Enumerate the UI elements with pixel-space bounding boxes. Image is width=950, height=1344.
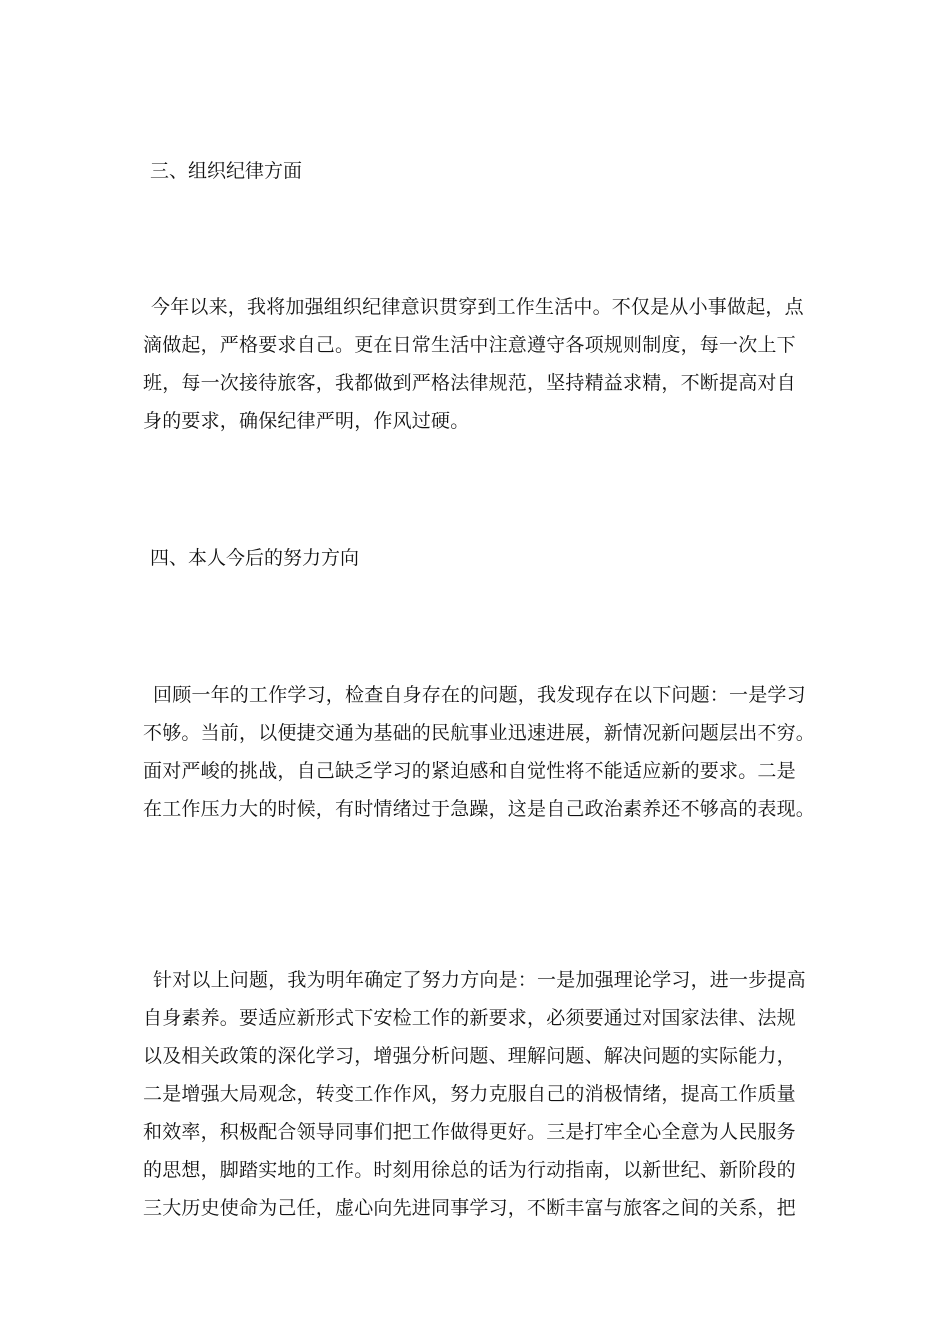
paragraph-line: 不够。当前，以便捷交通为基础的民航事业迅速进展，新情况新问题层出不穷。 <box>143 722 816 744</box>
paragraph-line: 三大历史使命为己任，虚心向先进同事学习，不断丰富与旅客之间的关系，把 <box>143 1197 796 1219</box>
section-heading-future-direction: 四、本人今后的努力方向 <box>150 547 360 569</box>
paragraph-line: 和效率，积极配合领导同事们把工作做得更好。三是打牢全心全意为人民服务 <box>143 1121 796 1143</box>
paragraph-line: 面对严峻的挑战，自己缺乏学习的紧迫感和自觉性将不能适应新的要求。二是 <box>143 760 796 782</box>
paragraph-line: 的思想，脚踏实地的工作。时刻用徐总的话为行动指南，以新世纪、新阶段的 <box>143 1159 796 1181</box>
paragraph-line: 班，每一次接待旅客，我都做到严格法律规范，坚持精益求精，不断提高对自 <box>143 372 796 394</box>
paragraph-line: 针对以上问题，我为明年确定了努力方向是：一是加强理论学习，进一步提高 <box>153 969 806 991</box>
paragraph-self-review <box>143 676 816 828</box>
paragraph-line: 今年以来，我将加强组织纪律意识贯穿到工作生活中。不仅是从小事做起，点 <box>151 296 804 318</box>
paragraph-line: 以及相关政策的深化学习，增强分析问题、理解问题、解决问题的实际能力， <box>143 1045 796 1067</box>
section-heading-organizational-discipline: 三、组织纪律方面 <box>150 160 303 182</box>
paragraph-line: 滴做起，严格要求自己。更在日常生活中注意遵守各项规则制度，每一次上下 <box>143 334 796 356</box>
paragraph-line: 回顾一年的工作学习，检查自身存在的问题，我发现存在以下问题：一是学习 <box>153 684 806 706</box>
paragraph-line: 身的要求，确保纪律严明，作风过硬。 <box>143 410 470 432</box>
paragraph-line: 在工作压力大的时候，有时情绪过于急躁，这是自己政治素养还不够高的表现。 <box>143 798 816 820</box>
paragraph-improvement-plan <box>143 961 809 1227</box>
paragraph-line: 自身素养。要适应新形式下安检工作的新要求，必须要通过对国家法律、法规 <box>143 1007 796 1029</box>
paragraph-line: 二是增强大局观念，转变工作作风，努力克服自己的消极情绪，提高工作质量 <box>143 1083 796 1105</box>
paragraph-organizational-discipline <box>143 288 809 440</box>
